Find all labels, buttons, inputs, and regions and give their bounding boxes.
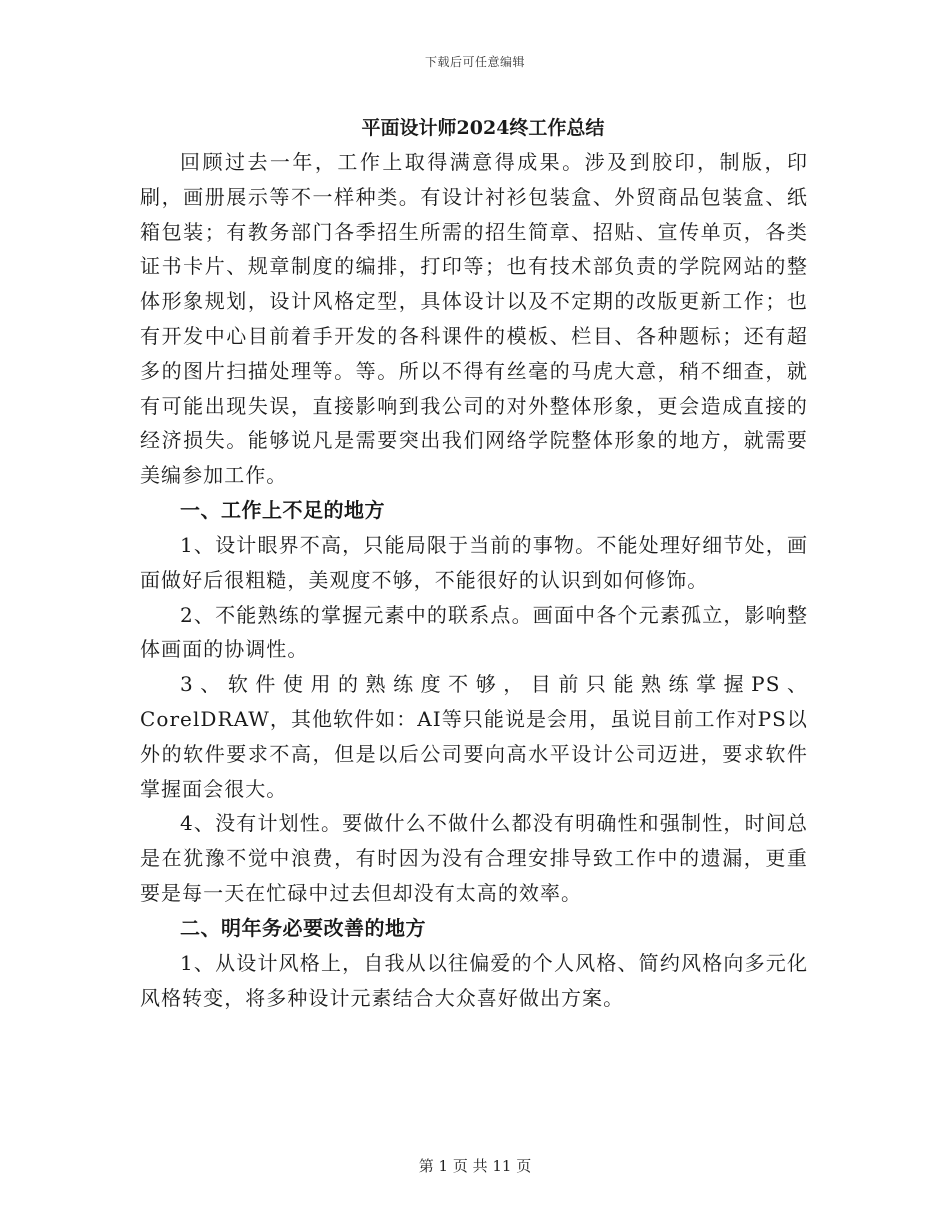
document-title: 平面设计师2024终工作总结	[361, 117, 605, 139]
download-edit-note: 下载后可任意编辑	[424, 55, 525, 69]
shortcoming-item-1: 1、设计眼界不高，只能局限于当前的事物。不能处理好细节处，画面做好后很粗糙，美观度不够，不能很好的认识到如何修饰。	[140, 532, 808, 592]
page-number-footer: 第 1 页 共 11 页	[418, 1157, 532, 1175]
intro-paragraph: 回顾过去一年，工作上取得满意得成果。涉及到胶印，制版，印刷，画册展示等不一样种类。有设计衬衫包装盒、外贸商品包装盒、纸箱包装；有教务部门各季招生所需的招生简章、招贴、宣传单页，各类证书卡片、规章制度的编排，打印等；也有技术部负责的学院网站的整体形象规划，设计风格定型，具体设计以及不定期的改版更新工作；也有开发中心目前着手开发的各科课件的模板、栏目、各种题标；还有超多的图片扫描处理等。等。所以不得有丝毫的马虎大意，稍不细查，就有可能出现失误，直接影响到我公司的对外整体形象，更会造成直接的经济损失。能够说凡是需要突出我们网络学院整体形象的地方，就需要美编参加工作。	[140, 150, 808, 488]
improvement-item-1: 1、从设计风格上，自我从以往偏爱的个人风格、简约风格向多元化风格转变，将多种设计元素结合大众喜好做出方案。	[140, 950, 808, 1010]
shortcoming-item-2: 2、不能熟练的掌握元素中的联系点。画面中各个元素孤立，影响整体画面的协调性。	[140, 602, 808, 662]
section-heading-shortcomings: 一、工作上不足的地方	[180, 497, 385, 522]
section-heading-improvements: 二、明年务必要改善的地方	[180, 915, 426, 940]
shortcoming-item-4: 4、没有计划性。要做什么不做什么都没有明确性和强制性，时间总是在犹豫不觉中浪费，有时因为没有合理安排导致工作中的遗漏，更重要是每一天在忙碌中过去但却没有太高的效率。	[140, 811, 808, 905]
document-body	[140, 112, 808, 1015]
shortcoming-item-3: 3、软件使用的熟练度不够，目前只能熟练掌握PS、CorelDRAW，其他软件如：AI等只能说是会用，虽说目前工作对PS以外的软件要求不高，但是以后公司要向高水平设计公司迈进，要求软件掌握面会很大。	[140, 672, 808, 801]
